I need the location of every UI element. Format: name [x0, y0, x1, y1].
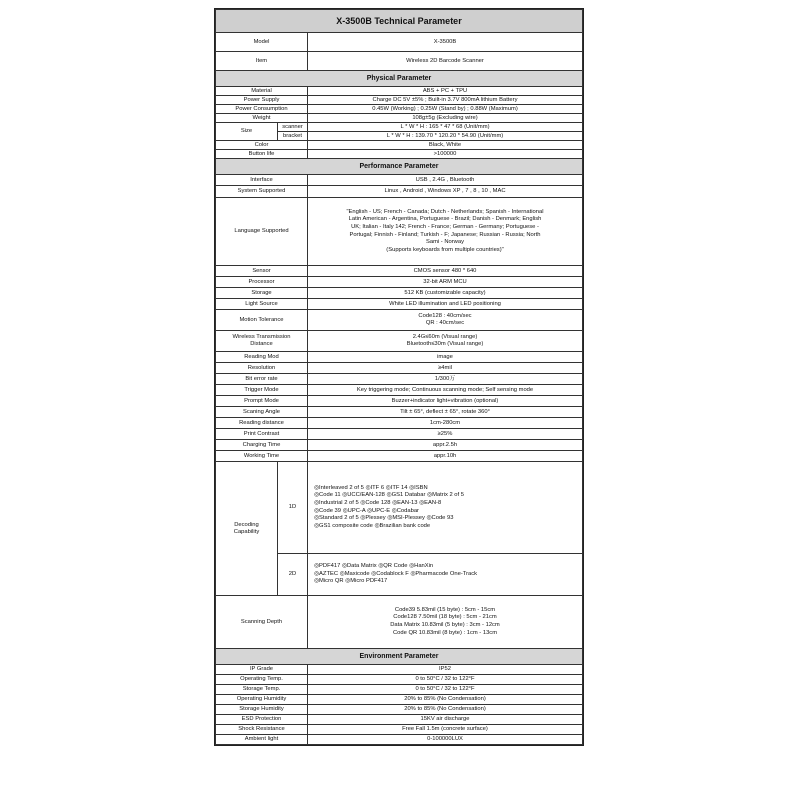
row-value: IP52: [308, 665, 583, 675]
row-label: Storage: [216, 288, 308, 299]
row-value: [308, 310, 583, 331]
performance-heading-row: [216, 159, 583, 175]
spec-row: [216, 141, 583, 150]
spec-row: [216, 266, 583, 277]
row-value: 108g±5g (Excluding wire): [308, 114, 583, 123]
row-label: Language Supported: [216, 198, 308, 266]
row-label: Scanning Depth: [216, 596, 308, 649]
row-label: Sensor: [216, 266, 308, 277]
row-label: Light Source: [216, 299, 308, 310]
spec-row: [216, 374, 583, 385]
language-line: (Supports keyboards from multiple countries)": [386, 246, 504, 253]
motion-line: Code128 : 40cm/sec: [418, 313, 472, 319]
row-label: Power Consumption: [216, 105, 308, 114]
row-value: Free Fall 1.5m (concrete surface): [308, 725, 583, 735]
row-sublabel: scanner: [278, 123, 308, 132]
item-row: [216, 52, 583, 71]
interface-row: [216, 175, 583, 186]
section-heading: Physical Parameter: [216, 71, 583, 87]
row-value: 0-100000LUX: [308, 735, 583, 745]
motion-line: QR : 40cm/sec: [425, 320, 465, 326]
spec-row: [216, 150, 583, 159]
symbology-line: ◎GS1 composite code ◎Brazilian bank code: [314, 522, 431, 529]
system-row: [216, 186, 583, 198]
label-line: Distance: [250, 341, 273, 347]
symbology-line: ◎Standard 2 of 5 ◎Plessey ◎MSI-Plessey ◎Code 93: [314, 515, 454, 522]
depth-list: [308, 596, 583, 649]
section-heading: Environment Parameter: [216, 649, 583, 665]
spec-row: [216, 407, 583, 418]
symbology-line: ◎Code 39 ◎UPC-A ◎UPC-E ◎Codabar: [314, 507, 419, 514]
row-label: Color: [216, 141, 308, 150]
row-label: Weight: [216, 114, 308, 123]
language-line: Sami - Norway: [425, 239, 464, 246]
row-label: System Supported: [216, 186, 308, 198]
spec-row: [216, 363, 583, 374]
symbology-line: ◎PDF417 ◎Data Matrix ◎QR Code ◎HanXin: [314, 563, 434, 570]
sheet-title: X-3500B Technical Parameter: [216, 10, 583, 33]
symbology-line: ◎Industrial 2 of 5 ◎Code 128 ◎EAN-13 ◎EAN-8: [314, 499, 442, 506]
row-value: 20% to 85% (No Condensation): [308, 695, 583, 705]
language-list: [308, 198, 583, 266]
language-line: "English - US; French - Canada; Dutch - Netherlands; Spanish - International: [346, 208, 544, 215]
row-value: Key triggering mode; Continuous scanning mode; Self sensing mode: [308, 385, 583, 396]
row-value: appr.10h: [308, 451, 583, 462]
row-value: 32-bit ARM MCU: [308, 277, 583, 288]
row-label: Operating Humidity: [216, 695, 308, 705]
row-label: IP Grade: [216, 665, 308, 675]
depth-line: Code39 5.83mil (15 byte) : 5cm - 15cm: [394, 606, 496, 613]
depth-line: Code QR 10.83mil (8 byte) : 1cm - 13cm: [392, 629, 498, 636]
row-label: Operating Temp.: [216, 675, 308, 685]
row-label: ESD Protection: [216, 715, 308, 725]
spec-row: [216, 440, 583, 451]
wireless-row: [216, 331, 583, 352]
language-line: UK; Italian - Italy 142; French - France; German - Germany; Portuguese -: [351, 223, 539, 230]
row-label: Storage Temp.: [216, 685, 308, 695]
spec-row: [216, 396, 583, 407]
row-label: Size: [216, 123, 278, 141]
spec-row: [216, 735, 583, 745]
row-sublabel: bracket: [278, 132, 308, 141]
row-label: Bit error rate: [216, 374, 308, 385]
row-label: Prompt Mode: [216, 396, 308, 407]
row-value: White LED illumination and LED positioning: [308, 299, 583, 310]
row-label: Resolution: [216, 363, 308, 374]
row-value: Tilt ± 65°, deflect ± 65°, rotate 360°: [308, 407, 583, 418]
spec-row: [216, 705, 583, 715]
spec-row: [216, 352, 583, 363]
row-value: ABS + PC + TPU: [308, 87, 583, 96]
language-row: [216, 198, 583, 266]
row-label: Interface: [216, 175, 308, 186]
spec-row: [216, 418, 583, 429]
spec-row: [216, 299, 583, 310]
row-label: Print Contrast: [216, 429, 308, 440]
depth-row: [216, 596, 583, 649]
size-row: [216, 123, 583, 132]
row-value: ≥25%: [308, 429, 583, 440]
row-value: L * W * H : 165 * 47 * 68 (Unit/mm): [308, 123, 583, 132]
symbology-line: ◎Interleaved 2 of 5 ◎ITF 6 ◎ITF 14 ◎ISBN: [314, 484, 428, 491]
row-value: Charge DC 5V ±5% ; Built-in 3.7V 800mA lithium Battery: [308, 96, 583, 105]
row-value: appr.2.5h: [308, 440, 583, 451]
row-value: Wireless 2D Barcode Scanner: [308, 52, 583, 71]
spec-row: [216, 96, 583, 105]
row-sublabel: 1D: [278, 462, 308, 554]
row-label: Button life: [216, 150, 308, 159]
row-value: CMOS sensor 480 * 640: [308, 266, 583, 277]
row-label: Working Time: [216, 451, 308, 462]
row-value: 0 to 50°C / 32 to 122°F: [308, 685, 583, 695]
row-value: ≥4mil: [308, 363, 583, 374]
spec-row: [216, 105, 583, 114]
row-value: Buzzer+indicator light+vibration (optional): [308, 396, 583, 407]
row-label: Item: [216, 52, 308, 71]
symbology-line: ◎AZTEC ◎Maxicode ◎Codablock F ◎Pharmacode One-Track: [314, 570, 478, 577]
label-line: Decoding: [234, 521, 259, 528]
row-label: Storage Humidity: [216, 705, 308, 715]
row-label: Shock Resistance: [216, 725, 308, 735]
row-value: 1/300万: [308, 374, 583, 385]
row-label: Charging Time: [216, 440, 308, 451]
row-value: [308, 331, 583, 352]
row-label: Ambient light: [216, 735, 308, 745]
spec-row: [216, 685, 583, 695]
decoding-1d-row: [216, 462, 583, 554]
row-label: Model: [216, 33, 308, 52]
row-value: Black, White: [308, 141, 583, 150]
label-line: Wireless Transmission: [232, 334, 291, 340]
row-label: Power Supply: [216, 96, 308, 105]
wireless-line: 2.4G≤60m (Visual range): [412, 334, 478, 340]
decoding-2d-list: [308, 554, 583, 596]
spec-row: [216, 665, 583, 675]
spec-table: [215, 9, 583, 745]
row-value: 0.45W (Working) ; 0.25W (Stand by) ; 0.88W (Maximum): [308, 105, 583, 114]
row-value: 1cm-280cm: [308, 418, 583, 429]
spec-row: [216, 695, 583, 705]
row-label: [216, 462, 278, 596]
spec-row: [216, 87, 583, 96]
wireless-line: Bluetooth≤30m (Visual range): [406, 341, 484, 347]
symbology-line: ◎Micro QR ◎Micro PDF417: [314, 578, 388, 585]
row-label: Material: [216, 87, 308, 96]
row-value: 512 KB (customizable capacity): [308, 288, 583, 299]
row-value: X-3500B: [308, 33, 583, 52]
row-label: Processor: [216, 277, 308, 288]
row-value: L * W * H : 139.70 * 120.20 * 54.90 (Unit/mm): [308, 132, 583, 141]
spec-sheet: [214, 8, 584, 746]
environment-heading-row: [216, 649, 583, 665]
row-value: 20% to 85% (No Condensation): [308, 705, 583, 715]
row-value: 0 to 50°C / 32 to 122°F: [308, 675, 583, 685]
row-value: >100000: [308, 150, 583, 159]
row-sublabel: 2D: [278, 554, 308, 596]
row-value: 15KV air discharge: [308, 715, 583, 725]
row-label: Motion Tolerance: [216, 310, 308, 331]
label-line: Capability: [233, 528, 260, 535]
symbology-line: ◎Code 11 ◎UCC/EAN-128 ◎GS1 Databar ◎Matrix 2 of 5: [314, 492, 464, 499]
motion-row: [216, 310, 583, 331]
decoding-1d-list: [308, 462, 583, 554]
row-value: image: [308, 352, 583, 363]
spec-row: [216, 385, 583, 396]
row-label: Trigger Mode: [216, 385, 308, 396]
spec-row: [216, 429, 583, 440]
row-value: USB , 2.4G , Bluetooth: [308, 175, 583, 186]
section-heading: Performance Parameter: [216, 159, 583, 175]
row-value: Linux , Android , Windows XP , 7 , 8 , 10 , MAC: [308, 186, 583, 198]
title-row: [216, 10, 583, 33]
language-line: Latin American - Argentina, Portuguese - Brazil; Danish - Denmark; English: [348, 216, 542, 223]
spec-row: [216, 451, 583, 462]
depth-line: Code128 7.50mil (18 byte) : 5cm - 21cm: [393, 614, 497, 621]
physical-heading-row: [216, 71, 583, 87]
spec-row: [216, 715, 583, 725]
spec-row: [216, 288, 583, 299]
row-label: [216, 331, 308, 352]
spec-row: [216, 114, 583, 123]
depth-line: Data Matrix 10.83mil (5 byte) : 3cm - 12cm: [390, 622, 500, 628]
row-label: Scaning Angle: [216, 407, 308, 418]
spec-row: [216, 277, 583, 288]
row-label: Reading Mod: [216, 352, 308, 363]
language-line: Portugal; Finnish - Finland; Turkish - F; Japanese; Russian - Russia; North: [349, 231, 541, 238]
model-row: [216, 33, 583, 52]
spec-row: [216, 725, 583, 735]
row-label: Reading distance: [216, 418, 308, 429]
spec-row: [216, 675, 583, 685]
